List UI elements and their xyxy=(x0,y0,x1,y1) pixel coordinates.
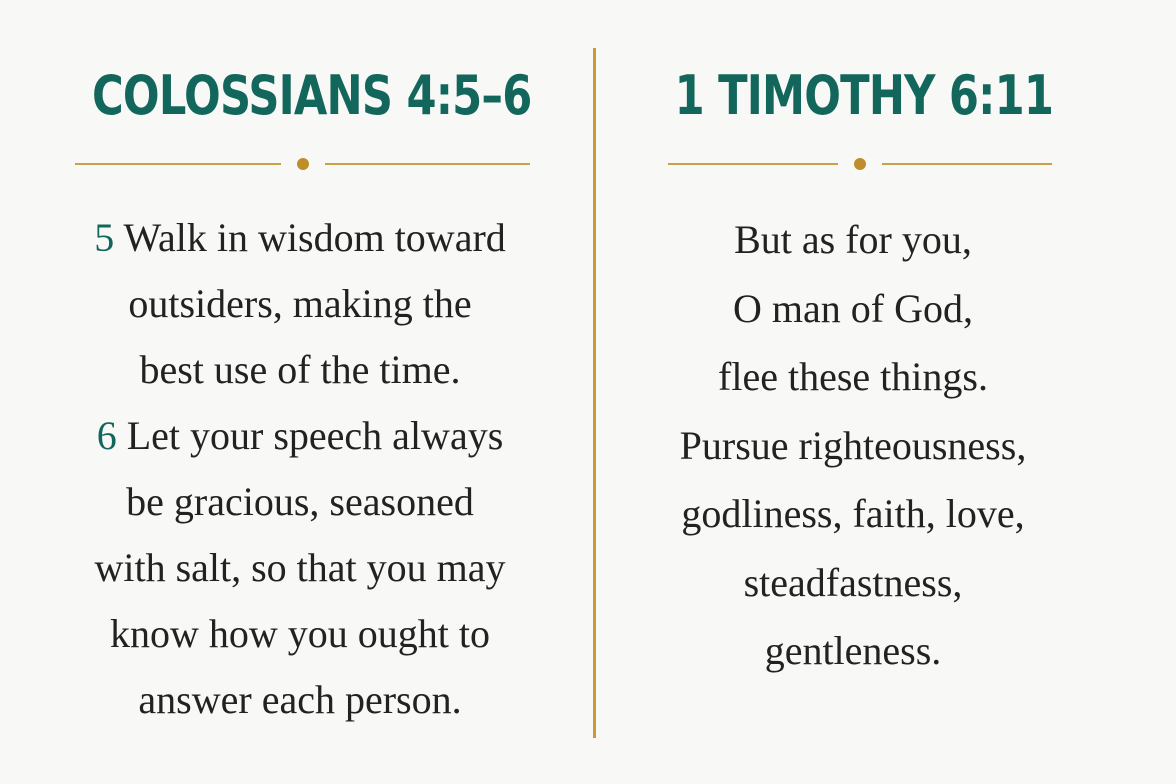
timothy-line-5: godliness, faith, love, xyxy=(681,491,1025,536)
verse-6-line-2: be gracious, seasoned xyxy=(126,479,474,524)
verse-6-line-5: answer each person. xyxy=(138,677,462,722)
center-divider xyxy=(593,48,596,738)
timothy-line-1: But as for you, xyxy=(734,217,972,262)
verse-line xyxy=(40,403,560,469)
ornament-line-right xyxy=(882,163,1052,165)
verse-line xyxy=(40,205,560,271)
timothy-verse-text xyxy=(630,206,1076,686)
ornament-line-left xyxy=(75,163,281,165)
verse-6-line-3: with salt, so that you may xyxy=(94,545,506,590)
timothy-ornament-divider xyxy=(668,156,1052,172)
verse-number-5: 5 xyxy=(94,215,115,260)
ornament-dot-icon xyxy=(854,158,866,170)
timothy-line-3: flee these things. xyxy=(718,354,988,399)
verse-6-line-4: know how you ought to xyxy=(110,611,490,656)
verse-5-line-2: outsiders, making the xyxy=(128,281,472,326)
timothy-panel xyxy=(630,0,1076,784)
timothy-line-2: O man of God, xyxy=(733,285,973,331)
timothy-line-4: Pursue righteousness, xyxy=(679,422,1027,468)
colossians-ornament-divider xyxy=(75,156,530,172)
ornament-dot-icon xyxy=(297,158,309,170)
ornament-line-left xyxy=(668,163,838,165)
colossians-verse-text xyxy=(40,205,560,733)
timothy-line-6: steadfastness, xyxy=(743,559,963,605)
colossians-panel xyxy=(40,0,560,784)
timothy-line-7: gentleness. xyxy=(764,628,942,673)
colossians-reference: COLOSSIANS 4:5–6 xyxy=(92,64,532,127)
verse-number-6: 6 xyxy=(96,413,117,458)
ornament-line-right xyxy=(325,163,531,165)
verse-5-line-1: Walk in wisdom toward xyxy=(123,215,506,260)
verse-6-line-1: Let your speech always xyxy=(126,413,504,458)
verse-5-line-3: best use of the time. xyxy=(139,347,461,392)
timothy-reference: 1 TIMOTHY 6:11 xyxy=(674,64,1054,127)
